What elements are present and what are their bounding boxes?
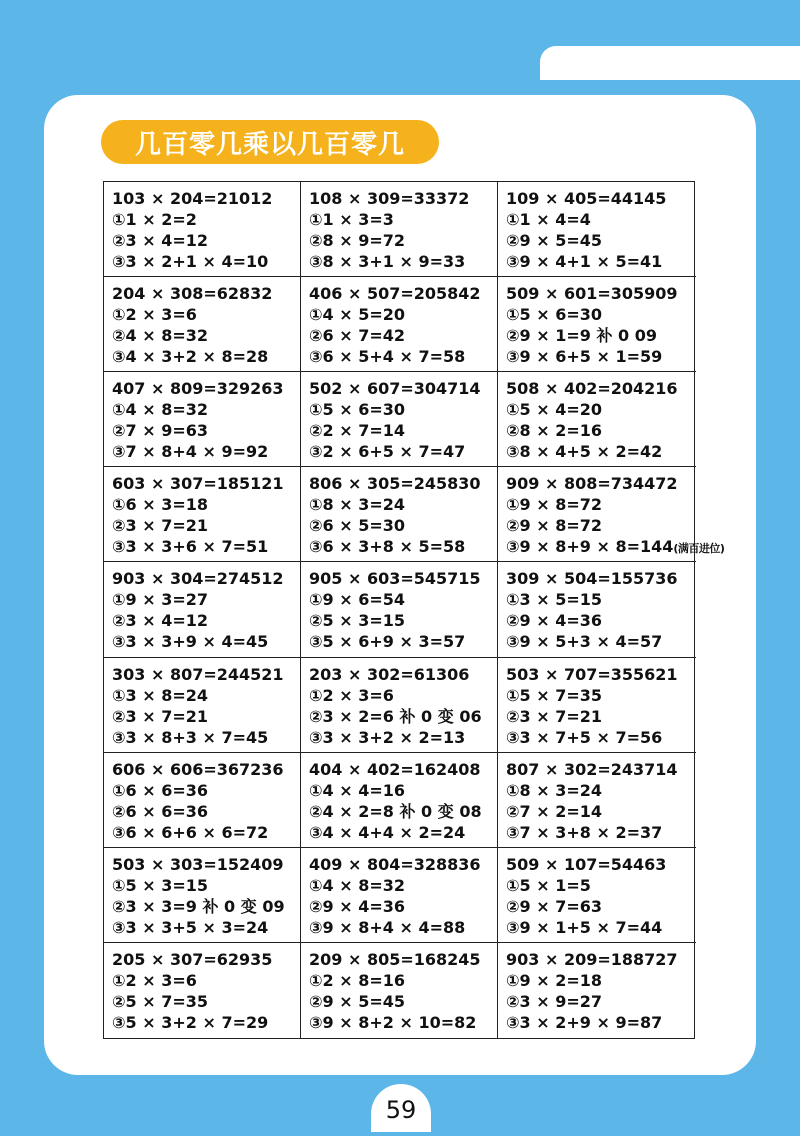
step-line: ②4 × 2=8 补 0 变 08 bbox=[309, 801, 482, 821]
page-title: 几百零几乘以几百零几 bbox=[101, 120, 439, 164]
problem-cell bbox=[498, 562, 696, 657]
problem-cell bbox=[498, 467, 725, 562]
step-line: ③6 × 3+8 × 5=58 bbox=[309, 537, 466, 557]
step-line: ②6 × 7=42 bbox=[309, 326, 406, 346]
problem-cell bbox=[301, 182, 498, 277]
step-line: ②6 × 5=30 bbox=[309, 516, 406, 536]
equation-line: 502 × 607=304714 bbox=[309, 379, 481, 399]
step-line: ①9 × 2=18 bbox=[506, 970, 603, 990]
equation-line: 409 × 804=328836 bbox=[309, 854, 481, 874]
problem-cell bbox=[301, 658, 498, 753]
step-line bbox=[506, 536, 725, 559]
equation-line: 303 × 807=244521 bbox=[112, 664, 284, 684]
equation-line: 603 × 307=185121 bbox=[112, 474, 284, 494]
step-line: ③7 × 8+4 × 9=92 bbox=[112, 442, 269, 462]
problem-cell bbox=[104, 562, 301, 657]
step-line: ②3 × 7=21 bbox=[112, 516, 209, 536]
step-line: ③4 × 4+4 × 2=24 bbox=[309, 822, 466, 842]
equation-line: 903 × 209=188727 bbox=[506, 949, 678, 969]
step-line: ②3 × 4=12 bbox=[112, 231, 209, 250]
step-line: ①6 × 3=18 bbox=[112, 495, 209, 515]
step-line: ③9 × 8+4 × 4=88 bbox=[309, 917, 466, 937]
problem-cell bbox=[104, 848, 301, 943]
problem-cell bbox=[301, 753, 498, 848]
step-line: ①8 × 3=24 bbox=[506, 780, 603, 800]
step-line: ①9 × 6=54 bbox=[309, 590, 406, 610]
problem-cell bbox=[301, 372, 498, 467]
equation-line: 309 × 504=155736 bbox=[506, 569, 678, 589]
step-line: ③3 × 2+1 × 4=10 bbox=[112, 252, 269, 271]
equation-line: 806 × 305=245830 bbox=[309, 474, 481, 494]
step-line: ②5 × 7=35 bbox=[112, 991, 209, 1011]
step-line: ①6 × 6=36 bbox=[112, 780, 209, 800]
equation-line: 503 × 303=152409 bbox=[112, 854, 284, 874]
step-line: ③3 × 3+6 × 7=51 bbox=[112, 537, 269, 557]
step-line: ③7 × 3+8 × 2=37 bbox=[506, 822, 663, 842]
step-line: ①2 × 3=6 bbox=[112, 305, 197, 325]
step-line: ②7 × 9=63 bbox=[112, 421, 209, 441]
step-line: ②5 × 3=15 bbox=[309, 611, 406, 631]
step-line: ③3 × 3+5 × 3=24 bbox=[112, 917, 269, 937]
step-line: ②9 × 5=45 bbox=[506, 231, 603, 250]
step-line: ②6 × 6=36 bbox=[112, 801, 209, 821]
equation-line: 407 × 809=329263 bbox=[112, 379, 284, 399]
step-text: ③9 × 8+9 × 8=144 bbox=[506, 537, 674, 557]
step-line: ①2 × 3=6 bbox=[112, 970, 197, 990]
step-line: ③6 × 5+4 × 7=58 bbox=[309, 347, 466, 367]
equation-line: 909 × 808=734472 bbox=[506, 474, 678, 494]
step-line: ③9 × 8+2 × 10=82 bbox=[309, 1012, 477, 1032]
step-line: ①2 × 8=16 bbox=[309, 970, 406, 990]
step-line: ③8 × 3+1 × 9=33 bbox=[309, 252, 466, 271]
equation-line: 108 × 309=33372 bbox=[309, 189, 470, 208]
equation-line: 508 × 402=204216 bbox=[506, 379, 678, 399]
problem-cell bbox=[104, 277, 301, 372]
problem-cell bbox=[301, 848, 498, 943]
problem-cell bbox=[498, 753, 696, 848]
problem-cell bbox=[498, 372, 696, 467]
step-line: ②7 × 2=14 bbox=[506, 801, 603, 821]
step-line: ②2 × 7=14 bbox=[309, 421, 406, 441]
step-line: ③3 × 3+9 × 4=45 bbox=[112, 632, 269, 652]
step-line: ②3 × 7=21 bbox=[112, 706, 209, 726]
step-line: ①5 × 4=20 bbox=[506, 400, 603, 420]
step-line: ①1 × 4=4 bbox=[506, 210, 591, 229]
step-line: ①1 × 3=3 bbox=[309, 210, 394, 229]
problem-cell bbox=[104, 753, 301, 848]
problem-cell bbox=[104, 658, 301, 753]
step-line: ②9 × 5=45 bbox=[309, 991, 406, 1011]
equation-line: 404 × 402=162408 bbox=[309, 759, 481, 779]
problem-cell bbox=[498, 848, 696, 943]
problem-cell bbox=[301, 943, 498, 1038]
step-line: ②8 × 9=72 bbox=[309, 231, 406, 250]
equation-line: 205 × 307=62935 bbox=[112, 949, 273, 969]
step-line: ②3 × 4=12 bbox=[112, 611, 209, 631]
step-line: ①1 × 2=2 bbox=[112, 210, 197, 229]
step-line: ①5 × 3=15 bbox=[112, 875, 209, 895]
step-line: ②9 × 4=36 bbox=[506, 611, 603, 631]
step-line: ②3 × 2=6 补 0 变 06 bbox=[309, 706, 482, 726]
equation-line: 807 × 302=243714 bbox=[506, 759, 678, 779]
step-line: ①4 × 4=16 bbox=[309, 780, 406, 800]
step-line: ①5 × 6=30 bbox=[309, 400, 406, 420]
equation-line: 503 × 707=355621 bbox=[506, 664, 678, 684]
step-line: ③5 × 3+2 × 7=29 bbox=[112, 1012, 269, 1032]
step-line: ②9 × 1=9 补 0 09 bbox=[506, 326, 658, 346]
equation-line: 905 × 603=545715 bbox=[309, 569, 481, 589]
step-line: ②9 × 7=63 bbox=[506, 896, 603, 916]
step-line: ③9 × 6+5 × 1=59 bbox=[506, 347, 663, 367]
step-line: ①4 × 8=32 bbox=[309, 875, 406, 895]
step-line: ①8 × 3=24 bbox=[309, 495, 406, 515]
problem-cell bbox=[104, 467, 301, 562]
step-line: ①5 × 6=30 bbox=[506, 305, 603, 325]
carry-note: (满百进位) bbox=[673, 542, 725, 556]
equation-line: 903 × 304=274512 bbox=[112, 569, 284, 589]
step-line: ②3 × 3=9 补 0 变 09 bbox=[112, 896, 285, 916]
problem-grid bbox=[103, 181, 725, 1039]
step-line: ③2 × 6+5 × 7=47 bbox=[309, 442, 466, 462]
step-line: ③9 × 5+3 × 4=57 bbox=[506, 632, 663, 652]
step-line: ③6 × 6+6 × 6=72 bbox=[112, 822, 269, 842]
step-line: ③3 × 2+9 × 9=87 bbox=[506, 1012, 663, 1032]
problem-cell bbox=[104, 943, 301, 1038]
step-line: ①4 × 5=20 bbox=[309, 305, 406, 325]
step-line: ①2 × 3=6 bbox=[309, 685, 394, 705]
step-line: ①9 × 3=27 bbox=[112, 590, 209, 610]
step-line: ③9 × 4+1 × 5=41 bbox=[506, 252, 663, 271]
step-line: ③5 × 6+9 × 3=57 bbox=[309, 632, 466, 652]
step-line: ③3 × 8+3 × 7=45 bbox=[112, 727, 269, 747]
step-line: ②3 × 9=27 bbox=[506, 991, 603, 1011]
problem-cell bbox=[498, 182, 696, 277]
problem-cell bbox=[498, 943, 696, 1038]
equation-line: 509 × 601=305909 bbox=[506, 284, 678, 304]
equation-line: 509 × 107=54463 bbox=[506, 854, 667, 874]
step-line: ①4 × 8=32 bbox=[112, 400, 209, 420]
step-line: ①5 × 1=5 bbox=[506, 875, 591, 895]
step-line: ①5 × 7=35 bbox=[506, 685, 603, 705]
equation-line: 406 × 507=205842 bbox=[309, 284, 481, 304]
top-right-tab bbox=[540, 46, 800, 80]
step-line: ③3 × 3+2 × 2=13 bbox=[309, 727, 466, 747]
step-line: ②9 × 4=36 bbox=[309, 896, 406, 916]
problem-cell bbox=[301, 277, 498, 372]
step-line: ②8 × 2=16 bbox=[506, 421, 603, 441]
step-line: ②3 × 7=21 bbox=[506, 706, 603, 726]
equation-line: 209 × 805=168245 bbox=[309, 949, 481, 969]
problem-cell bbox=[498, 277, 696, 372]
problem-cell bbox=[104, 372, 301, 467]
step-line: ①9 × 8=72 bbox=[506, 495, 603, 515]
equation-line: 203 × 302=61306 bbox=[309, 664, 470, 684]
problem-cell bbox=[301, 562, 498, 657]
step-line: ①3 × 8=24 bbox=[112, 685, 209, 705]
step-line: ③4 × 3+2 × 8=28 bbox=[112, 347, 269, 367]
problem-cell bbox=[104, 182, 301, 277]
problem-cell bbox=[498, 658, 696, 753]
step-line: ①3 × 5=15 bbox=[506, 590, 603, 610]
equation-line: 204 × 308=62832 bbox=[112, 284, 273, 304]
step-line: ③9 × 1+5 × 7=44 bbox=[506, 917, 663, 937]
step-line: ②4 × 8=32 bbox=[112, 326, 209, 346]
step-line: ③3 × 7+5 × 7=56 bbox=[506, 727, 663, 747]
step-line: ③8 × 4+5 × 2=42 bbox=[506, 442, 663, 462]
problem-cell bbox=[301, 467, 498, 562]
equation-line: 606 × 606=367236 bbox=[112, 759, 284, 779]
equation-line: 109 × 405=44145 bbox=[506, 189, 667, 208]
equation-line: 103 × 204=21012 bbox=[112, 189, 273, 208]
step-line: ②9 × 8=72 bbox=[506, 516, 603, 536]
page-number: 59 bbox=[371, 1084, 431, 1132]
